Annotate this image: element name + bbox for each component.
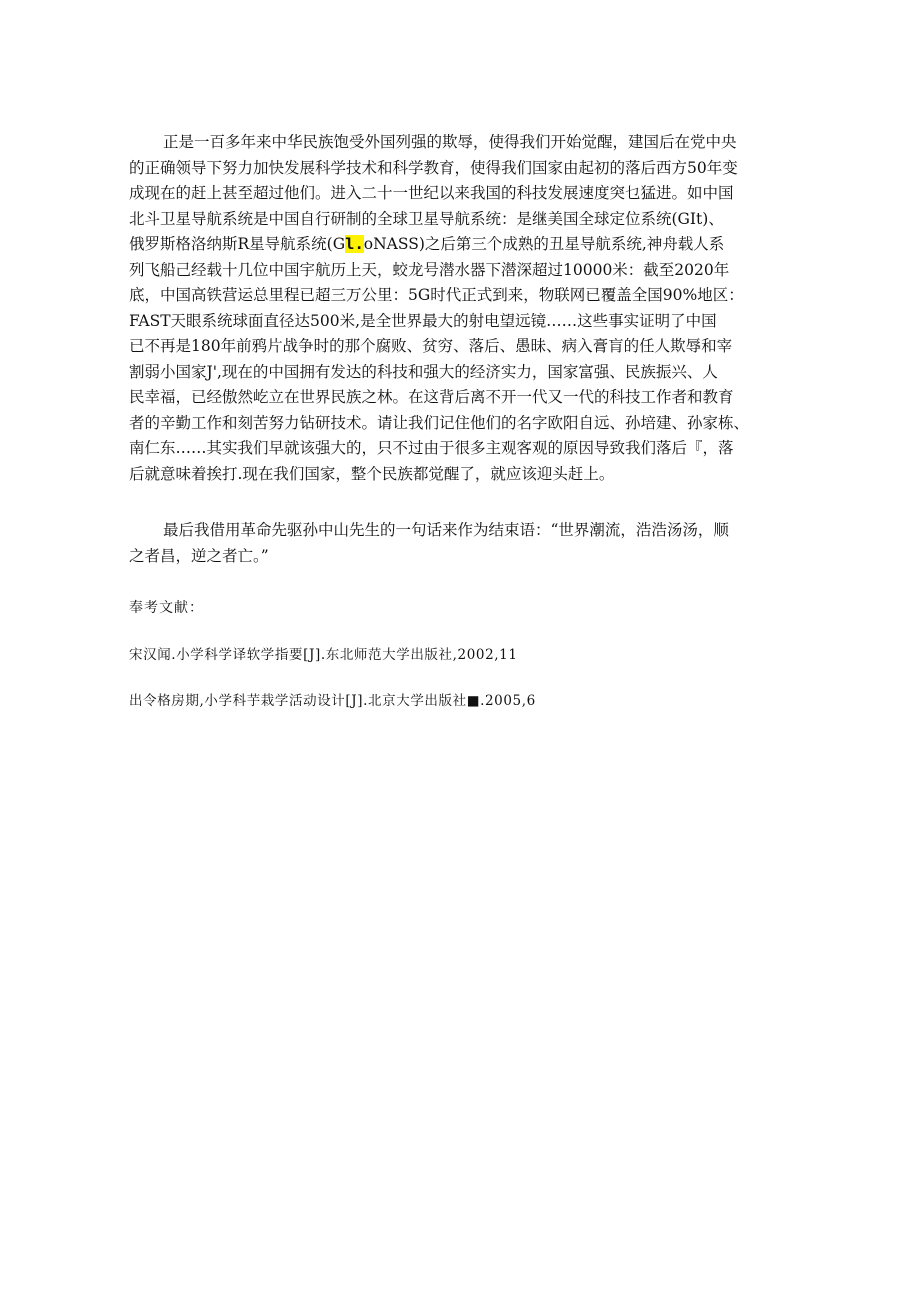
references-heading: 奉考文献： [129,600,204,616]
paragraph-line: 成现在的赶上甚至超过他们。进入二十一世纪以来我国的科技发展速度突乜猛进。如中国 [129,184,734,202]
paragraph-line: 底，中国高铁营运总里程已超三万公里：5G时代正式到来，物联网已覆盖全国90%地区： [129,286,744,304]
paragraph-line: 后就意味着挨打.现在我们国家，整个民族都觉醒了，就应该迎头赶上。 [129,464,615,483]
paragraph-line: FAST天眼系统球面直径达500米,是全世界最大的射电望远镜……这些事实证明了中国 [129,311,717,330]
paragraph-line-with-highlight [129,232,794,258]
paragraph-line: 南仁东……其实我们早就该强大的，只不过由于很多主观客观的原因导致我们落后『，落 [129,439,734,457]
paragraph-line: 之者昌，逆之者亡。” [129,546,269,565]
reference-item: 宋汉闻.小学科学译软学指要[J].东北师范大学出版社,2002,11 [129,647,518,663]
line-segment: oNASS)之后第三个成熟的丑星导航系统,神舟载人系 [363,235,725,253]
highlighted-text: l. [345,235,364,253]
paragraph-line: 已不再是180年前鸦片战争时的那个腐败、贫穷、落后、愚昧、病入膏肓的任人欺辱和宰 [129,337,733,355]
reference-item: 出令格房期,小学科芋栽学活动设计[J].北京大学出版社■.2005,6 [129,693,536,709]
paragraph-2 [129,518,794,569]
line-segment: 俄罗斯格洛纳斯R星导航系统(G [129,235,346,253]
paragraph-line: 的正确领导下努力加快发展科学技术和科学教育，使得我们国家由起初的落后西方50年变 [129,158,738,177]
paragraph-line: 民幸福，已经傲然屹立在世界民族之林。在这背后离不开一代又一代的科技工作者和教育 [129,388,734,406]
paragraph-1 [129,130,794,487]
paragraph-line: 最后我借用革命先驱孙中山先生的一句话来作为结束语：“世界潮流，浩浩汤汤，顺 [163,521,729,539]
paragraph-line: 列飞船己经载十几位中国宇航历上天，蛟龙号潜水器下潜深超过10000米：截至2020年 [129,260,730,279]
paragraph-line: 者的辛勤工作和刻苦努力钻研技术。请让我们记住他们的名字欧阳自远、孙培建、孙家栋、 [129,413,750,432]
paragraph-line: 割弱小国家J',现在的中国拥有发达的科技和强大的经济实力，国家富强、民族振兴、人 [129,362,718,381]
paragraph-line: 北斗卫星导航系统是中国自行研制的全球卫星导航系统：是继美国全球定位系统(GIt)、 [129,209,724,228]
paragraph-line: 正是一百多年来中华民族饱受外国列强的欺辱，使得我们开始觉醒，建国后在党中央 [163,133,737,151]
